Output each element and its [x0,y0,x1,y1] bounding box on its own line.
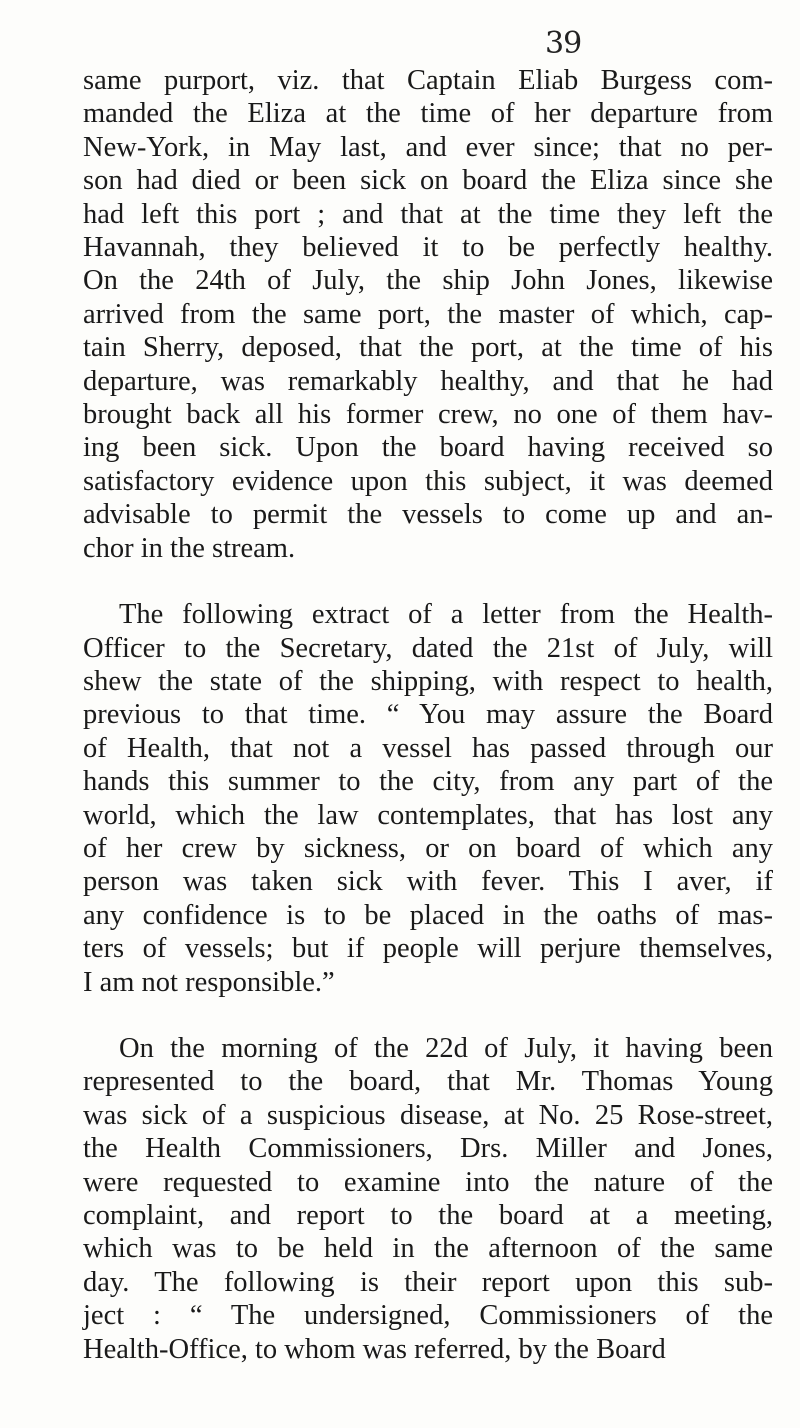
text-line: advisable to permit the vessels to come up and an- [83,499,773,531]
text-line: manded the Eliza at the time of her departure from [83,98,773,130]
text-line: world, which the law contemplates, that has lost any [83,799,773,831]
text-line: which was to be held in the afternoon of the same [83,1233,773,1265]
text-line: was sick of a suspicious disease, at No. 25 Rose-street, [83,1099,773,1131]
text-line: ject : “ The undersigned, Commissioners of the [83,1300,773,1332]
text-line: satisfactory evidence upon this subject, it was deemed [83,465,773,497]
text-line: chor in the stream. [83,532,296,564]
text-line: arrived from the same port, the master of which, cap- [83,298,773,330]
page-number: 39 [545,26,582,61]
text-line: Health-Office, to whom was referred, by the Board [83,1333,666,1365]
text-line: were requested to examine into the nature of the [83,1166,773,1198]
text-line: the Health Commissioners, Drs. Miller and Jones, [83,1133,773,1165]
paragraph-1 [83,64,773,565]
text-line: New-York, in May last, and ever since; that no per- [83,131,773,163]
text-line: On the 24th of July, the ship John Jones, likewise [83,265,773,297]
text-line: Havannah, they believed it to be perfectly healthy. [83,232,773,264]
paragraph-3 [83,1032,773,1366]
text-line: tain Sherry, deposed, that the port, at the time of his [83,332,773,364]
text-line: son had died or been sick on board the Eliza since she [83,165,773,197]
text-line: person was taken sick with fever. This I aver, if [83,866,773,898]
body-text [83,64,773,1366]
text-line: The following extract of a letter from the Health- [119,599,773,631]
text-line: ing been sick. Upon the board having received so [83,432,773,464]
paragraph-2 [83,598,773,999]
text-line: Officer to the Secretary, dated the 21st of July, will [83,632,773,664]
text-line: hands this summer to the city, from any part of the [83,766,773,798]
text-line: On the morning of the 22d of July, it having been [119,1032,773,1064]
text-line: departure, was remarkably healthy, and that he had [83,365,773,397]
text-line: had left this port ; and that at the time they left the [83,198,773,230]
text-line: shew the state of the shipping, with respect to health, [83,665,773,697]
text-line: complaint, and report to the board at a meeting, [83,1200,773,1231]
text-line: any confidence is to be placed in the oaths of mas- [83,899,773,931]
text-line: previous to that time. “ You may assure the Board [83,699,773,731]
text-line: I am not responsible.” [83,966,335,998]
text-line: day. The following is their report upon this sub- [83,1266,773,1298]
text-line: of her crew by sickness, or on board of which any [83,832,773,864]
text-line: brought back all his former crew, no one of them hav- [83,399,773,431]
text-line: ters of vessels; but if people will perjure themselves, [83,933,773,965]
text-line: represented to the board, that Mr. Thomas Young [83,1066,773,1098]
text-line: of Health, that not a vessel has passed through our [83,732,773,764]
text-line: same purport, viz. that Captain Eliab Burgess com- [83,65,773,96]
